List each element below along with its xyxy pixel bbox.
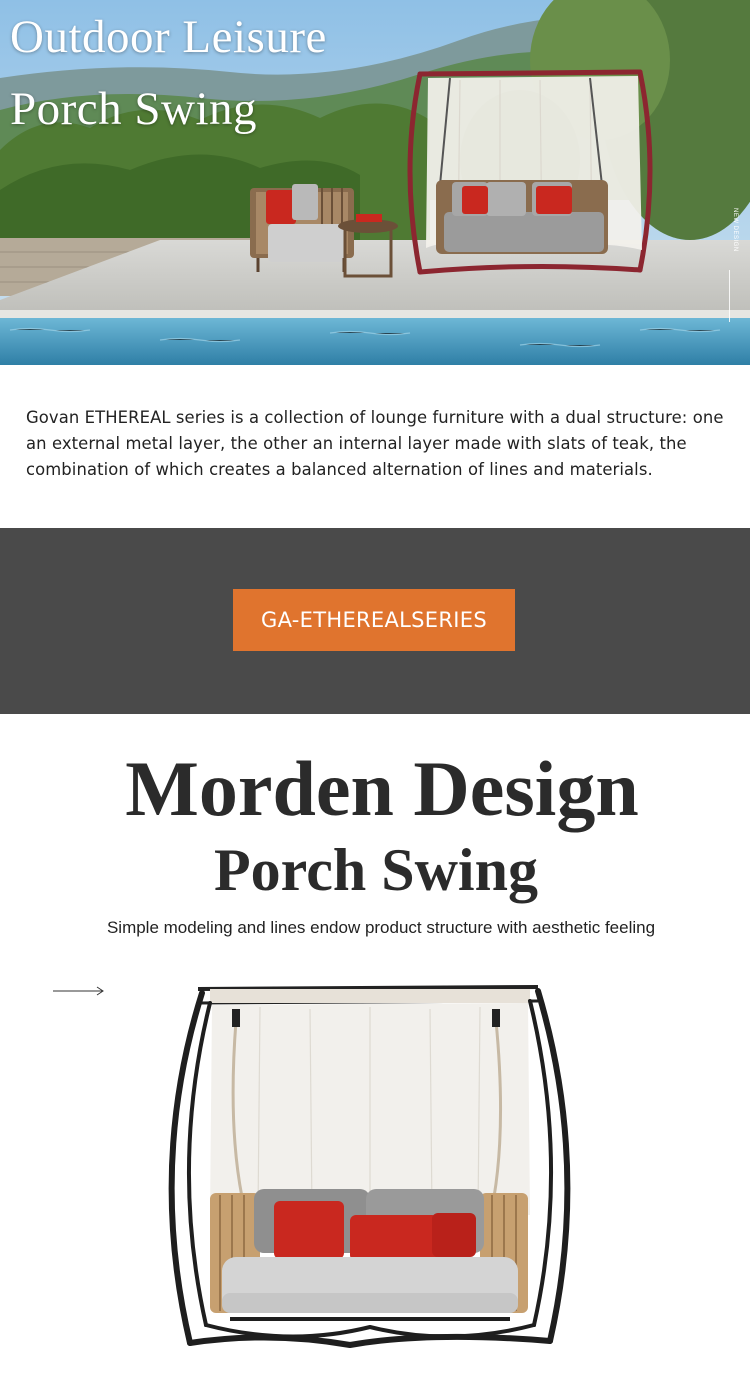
- hero-title-line-1: Outdoor Leisure: [10, 11, 327, 63]
- sub-heading: Porch Swing: [214, 837, 538, 903]
- series-band: [0, 528, 750, 714]
- side-label: NEW DESIGN: [732, 208, 738, 252]
- series-description: Govan ETHEREAL series is a collection of lounge furniture with a dual structure: one an external metal layer, the other an internal layer made with slats of teak, the combination of which creates a balanced alternation of lines and materials.: [26, 408, 724, 479]
- arrow-right-icon: [53, 984, 105, 998]
- side-divider: [729, 270, 730, 322]
- series-button[interactable]: GA-ETHEREALSERIES: [233, 589, 515, 651]
- porch-swing-product-image: [150, 975, 590, 1370]
- hero-banner: [0, 0, 750, 365]
- tagline: Simple modeling and lines endow product structure with aesthetic feeling: [106, 918, 656, 937]
- hero-title-line-2: Porch Swing: [10, 83, 258, 135]
- main-heading: Morden Design: [125, 745, 639, 832]
